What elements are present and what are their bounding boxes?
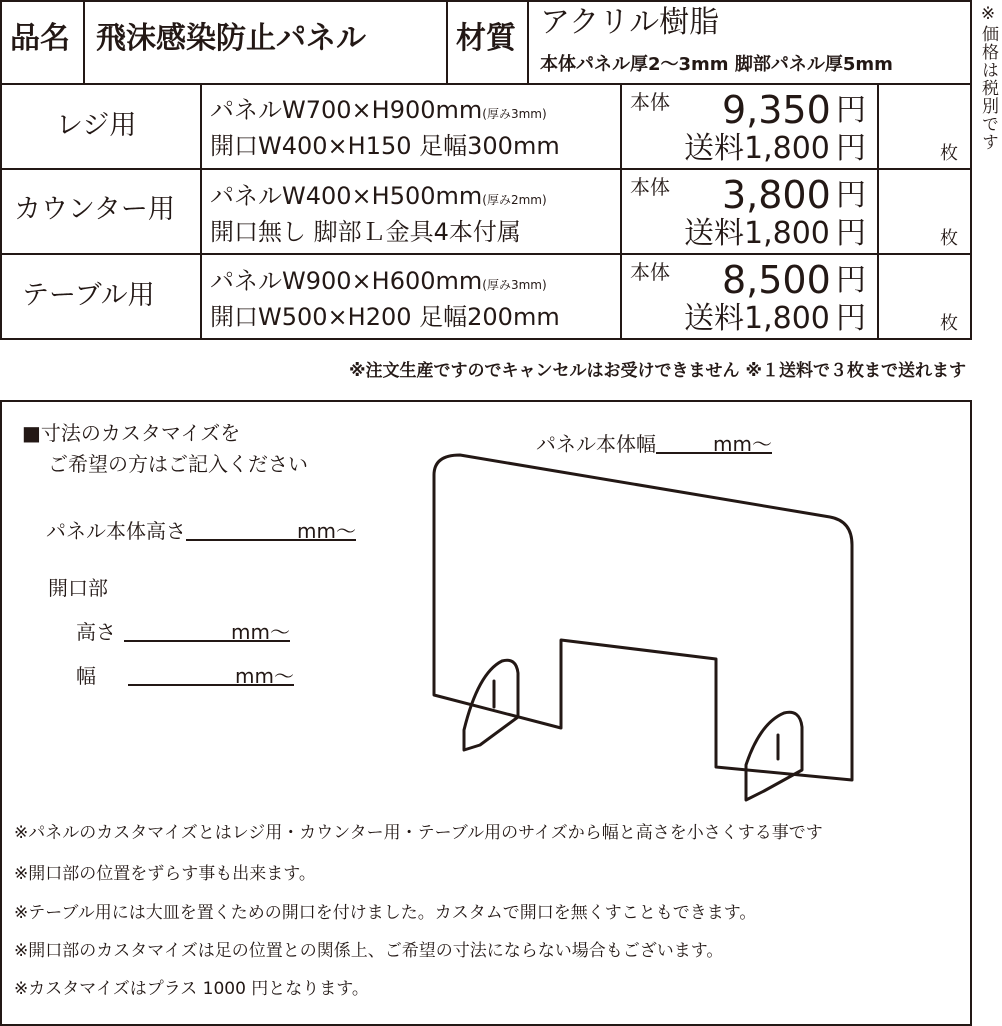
panel-diagram [420, 445, 870, 810]
opening-width-input[interactable] [128, 664, 294, 686]
row-name: テーブル用 [22, 280, 155, 311]
price-value: 8,500 [722, 258, 831, 302]
note-item: ※カスタマイズはプラス 1000 円となります。 [14, 979, 369, 999]
opening-label: 開口部 [48, 576, 108, 600]
unit-label: 枚 [940, 313, 958, 334]
price-value: 9,350 [722, 88, 831, 132]
price-yen: 円 [836, 93, 866, 128]
price-label: 本体 [630, 175, 670, 199]
spec-line-2: 開口無し 脚部Ｌ金具4本付属 [210, 218, 521, 246]
material-name: アクリル樹脂 [540, 5, 720, 40]
order-notice: ※注文生産ですのでキャンセルはお受けできません ※１送料で３枚まで送れます [349, 361, 966, 381]
product-name: 飛沫感染防止パネル [96, 21, 366, 56]
shipping-yen: 円 [836, 216, 866, 251]
unit-label: mm〜 [713, 432, 772, 456]
shipping-value: 送料1,800 [684, 301, 830, 336]
shipping-value: 送料1,800 [684, 216, 830, 251]
product-label: 品名 [10, 21, 70, 56]
shipping-yen: 円 [836, 301, 866, 336]
opening-height-label: 高さ [76, 620, 116, 644]
note-item: ※パネルのカスタマイズとはレジ用・カウンター用・テーブル用のサイズから幅と高さを小さくする事です [14, 823, 823, 843]
unit-label: 枚 [940, 143, 958, 164]
custom-heading-line-1: ■寸法のカスタマイズを [22, 421, 241, 445]
price-yen: 円 [836, 178, 866, 213]
panel-height-row [46, 519, 356, 543]
panel-width-label: パネル本体幅 [536, 432, 656, 456]
opening-height-row [76, 620, 290, 644]
unit-label: mm〜 [231, 620, 290, 644]
opening-width-row [76, 664, 294, 688]
unit-label: mm〜 [297, 519, 356, 543]
spec-line-1: パネルW400×H500mm(厚み2mm) [210, 182, 547, 210]
unit-label: mm〜 [235, 664, 294, 688]
opening-width-label: 幅 [76, 664, 96, 688]
price-yen: 円 [836, 263, 866, 298]
opening-height-input[interactable] [124, 620, 290, 642]
note-item: ※開口部の位置をずらす事も出来ます。 [14, 864, 316, 884]
material-detail: 本体パネル厚2〜3mm 脚部パネル厚5mm [540, 54, 893, 75]
spec-line-1: パネルW700×H900mm(厚み3mm) [210, 96, 547, 124]
shipping-yen: 円 [836, 131, 866, 166]
material-label: 材質 [456, 21, 516, 56]
spec-line-1: パネルW900×H600mm(厚み3mm) [210, 267, 547, 295]
price-label: 本体 [630, 260, 670, 284]
price-label: 本体 [630, 90, 670, 114]
panel-height-label: パネル本体高さ [46, 519, 186, 543]
spec-line-2: 開口W500×H200 足幅200mm [210, 303, 560, 331]
unit-label: 枚 [940, 228, 958, 249]
price-value: 3,800 [722, 173, 831, 217]
shipping-value: 送料1,800 [684, 131, 830, 166]
tax-note: ※価格は税別です [978, 4, 998, 151]
spec-line-2: 開口W400×H150 足幅300mm [210, 132, 560, 160]
row-name: カウンター用 [14, 194, 175, 225]
note-item: ※開口部のカスタマイズは足の位置との関係上、ご希望の寸法にならない場合もございます。 [14, 941, 724, 961]
custom-heading-line-2: ご希望の方はご記入ください [48, 452, 308, 476]
row-name: レジ用 [56, 110, 137, 141]
panel-height-input[interactable] [186, 519, 356, 541]
note-item: ※テーブル用には大皿を置くための開口を付けました。カスタムで開口を無くすこともできます。 [14, 903, 757, 923]
